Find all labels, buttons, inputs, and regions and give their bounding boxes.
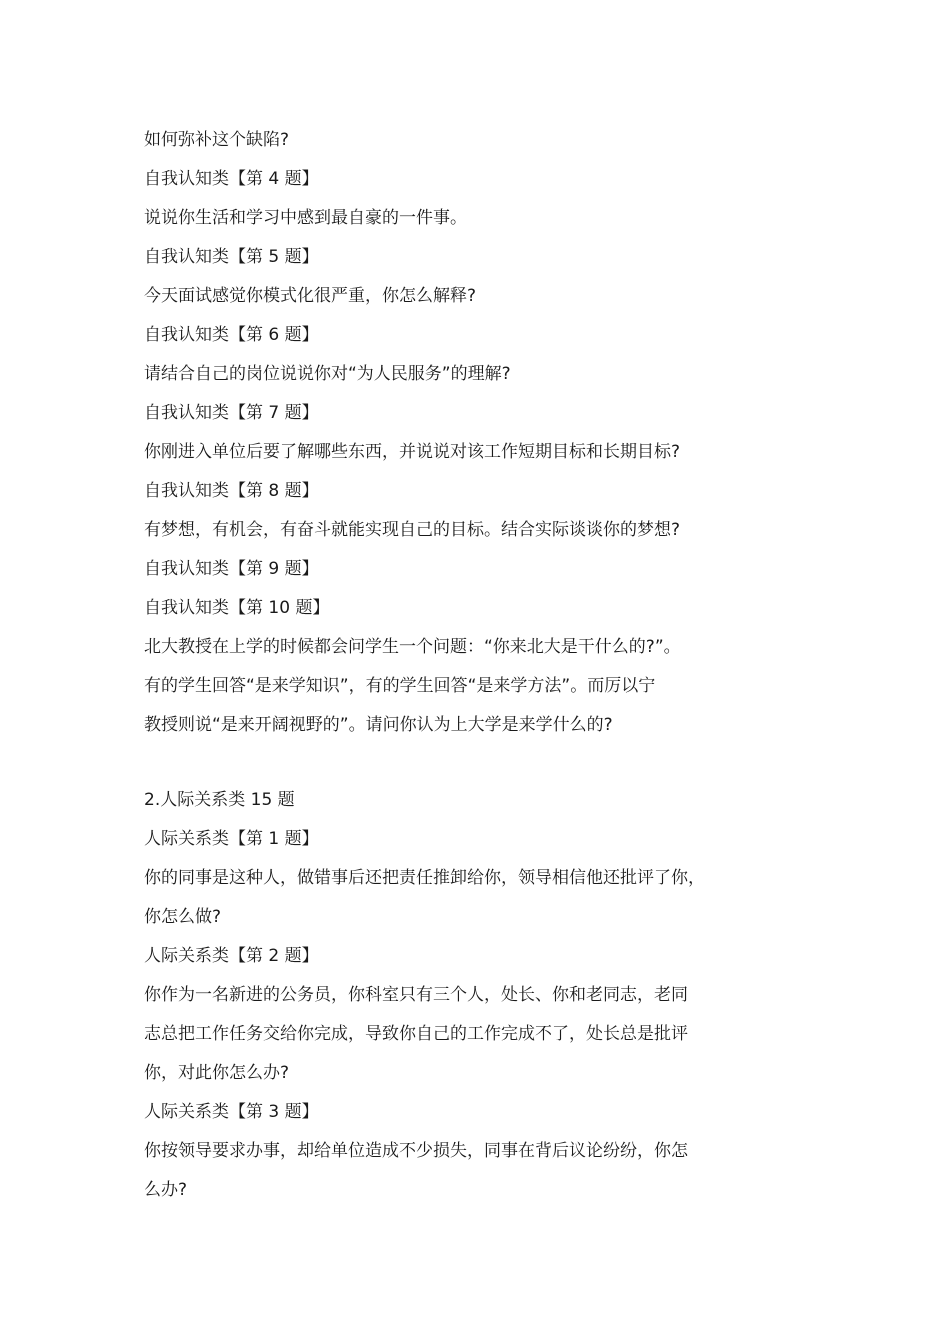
section-heading: 2.人际关系类 15 题 bbox=[144, 790, 295, 810]
question-heading: 自我认知类【第 4 题】 bbox=[144, 169, 319, 189]
text-line: 有的学生回答“是来学知识”，有的学生回答“是来学方法”。而厉以宁 bbox=[144, 676, 656, 696]
question-heading: 自我认知类【第 6 题】 bbox=[144, 325, 319, 345]
text-line: 你刚进入单位后要了解哪些东西，并说说对该工作短期目标和长期目标? bbox=[144, 442, 681, 462]
question-heading: 人际关系类【第 2 题】 bbox=[144, 946, 319, 966]
text-line: 说说你生活和学习中感到最自豪的一件事。 bbox=[144, 208, 467, 228]
section-gap bbox=[144, 745, 734, 781]
question-heading: 人际关系类【第 1 题】 bbox=[144, 829, 319, 849]
question-heading: 自我认知类【第 10 题】 bbox=[144, 598, 330, 618]
text-line: 如何弥补这个缺陷? bbox=[144, 130, 290, 150]
text-line: 你按领导要求办事，却给单位造成不少损失，同事在背后议论纷纷，你怎 bbox=[144, 1141, 688, 1161]
text-line: 今天面试感觉你模式化很严重，你怎么解释? bbox=[144, 286, 477, 306]
text-line: 你作为一名新进的公务员，你科室只有三个人，处长、你和老同志，老同 bbox=[144, 985, 688, 1005]
question-heading: 自我认知类【第 7 题】 bbox=[144, 403, 319, 423]
document-body bbox=[144, 121, 734, 1210]
question-heading: 人际关系类【第 3 题】 bbox=[144, 1102, 319, 1122]
text-line: 教授则说“是来开阔视野的”。请问你认为上大学是来学什么的? bbox=[144, 715, 613, 735]
question-heading: 自我认知类【第 8 题】 bbox=[144, 481, 319, 501]
text-line: 有梦想，有机会，有奋斗就能实现自己的目标。结合实际谈谈你的梦想? bbox=[144, 520, 681, 540]
text-line: 你的同事是这种人，做错事后还把责任推卸给你，领导相信他还批评了你， bbox=[144, 868, 705, 888]
text-line: 北大教授在上学的时候都会问学生一个问题：“你来北大是干什么的?”。 bbox=[144, 637, 681, 657]
text-line: 你怎么做? bbox=[144, 907, 222, 927]
text-line: 请结合自己的岗位说说你对“为人民服务”的理解? bbox=[144, 364, 511, 384]
text-line: 志总把工作任务交给你完成，导致你自己的工作完成不了，处长总是批评 bbox=[144, 1024, 688, 1044]
question-heading: 自我认知类【第 9 题】 bbox=[144, 559, 319, 579]
text-line: 么办? bbox=[144, 1180, 188, 1200]
question-heading: 自我认知类【第 5 题】 bbox=[144, 247, 319, 267]
text-line: 你，对此你怎么办? bbox=[144, 1063, 290, 1083]
